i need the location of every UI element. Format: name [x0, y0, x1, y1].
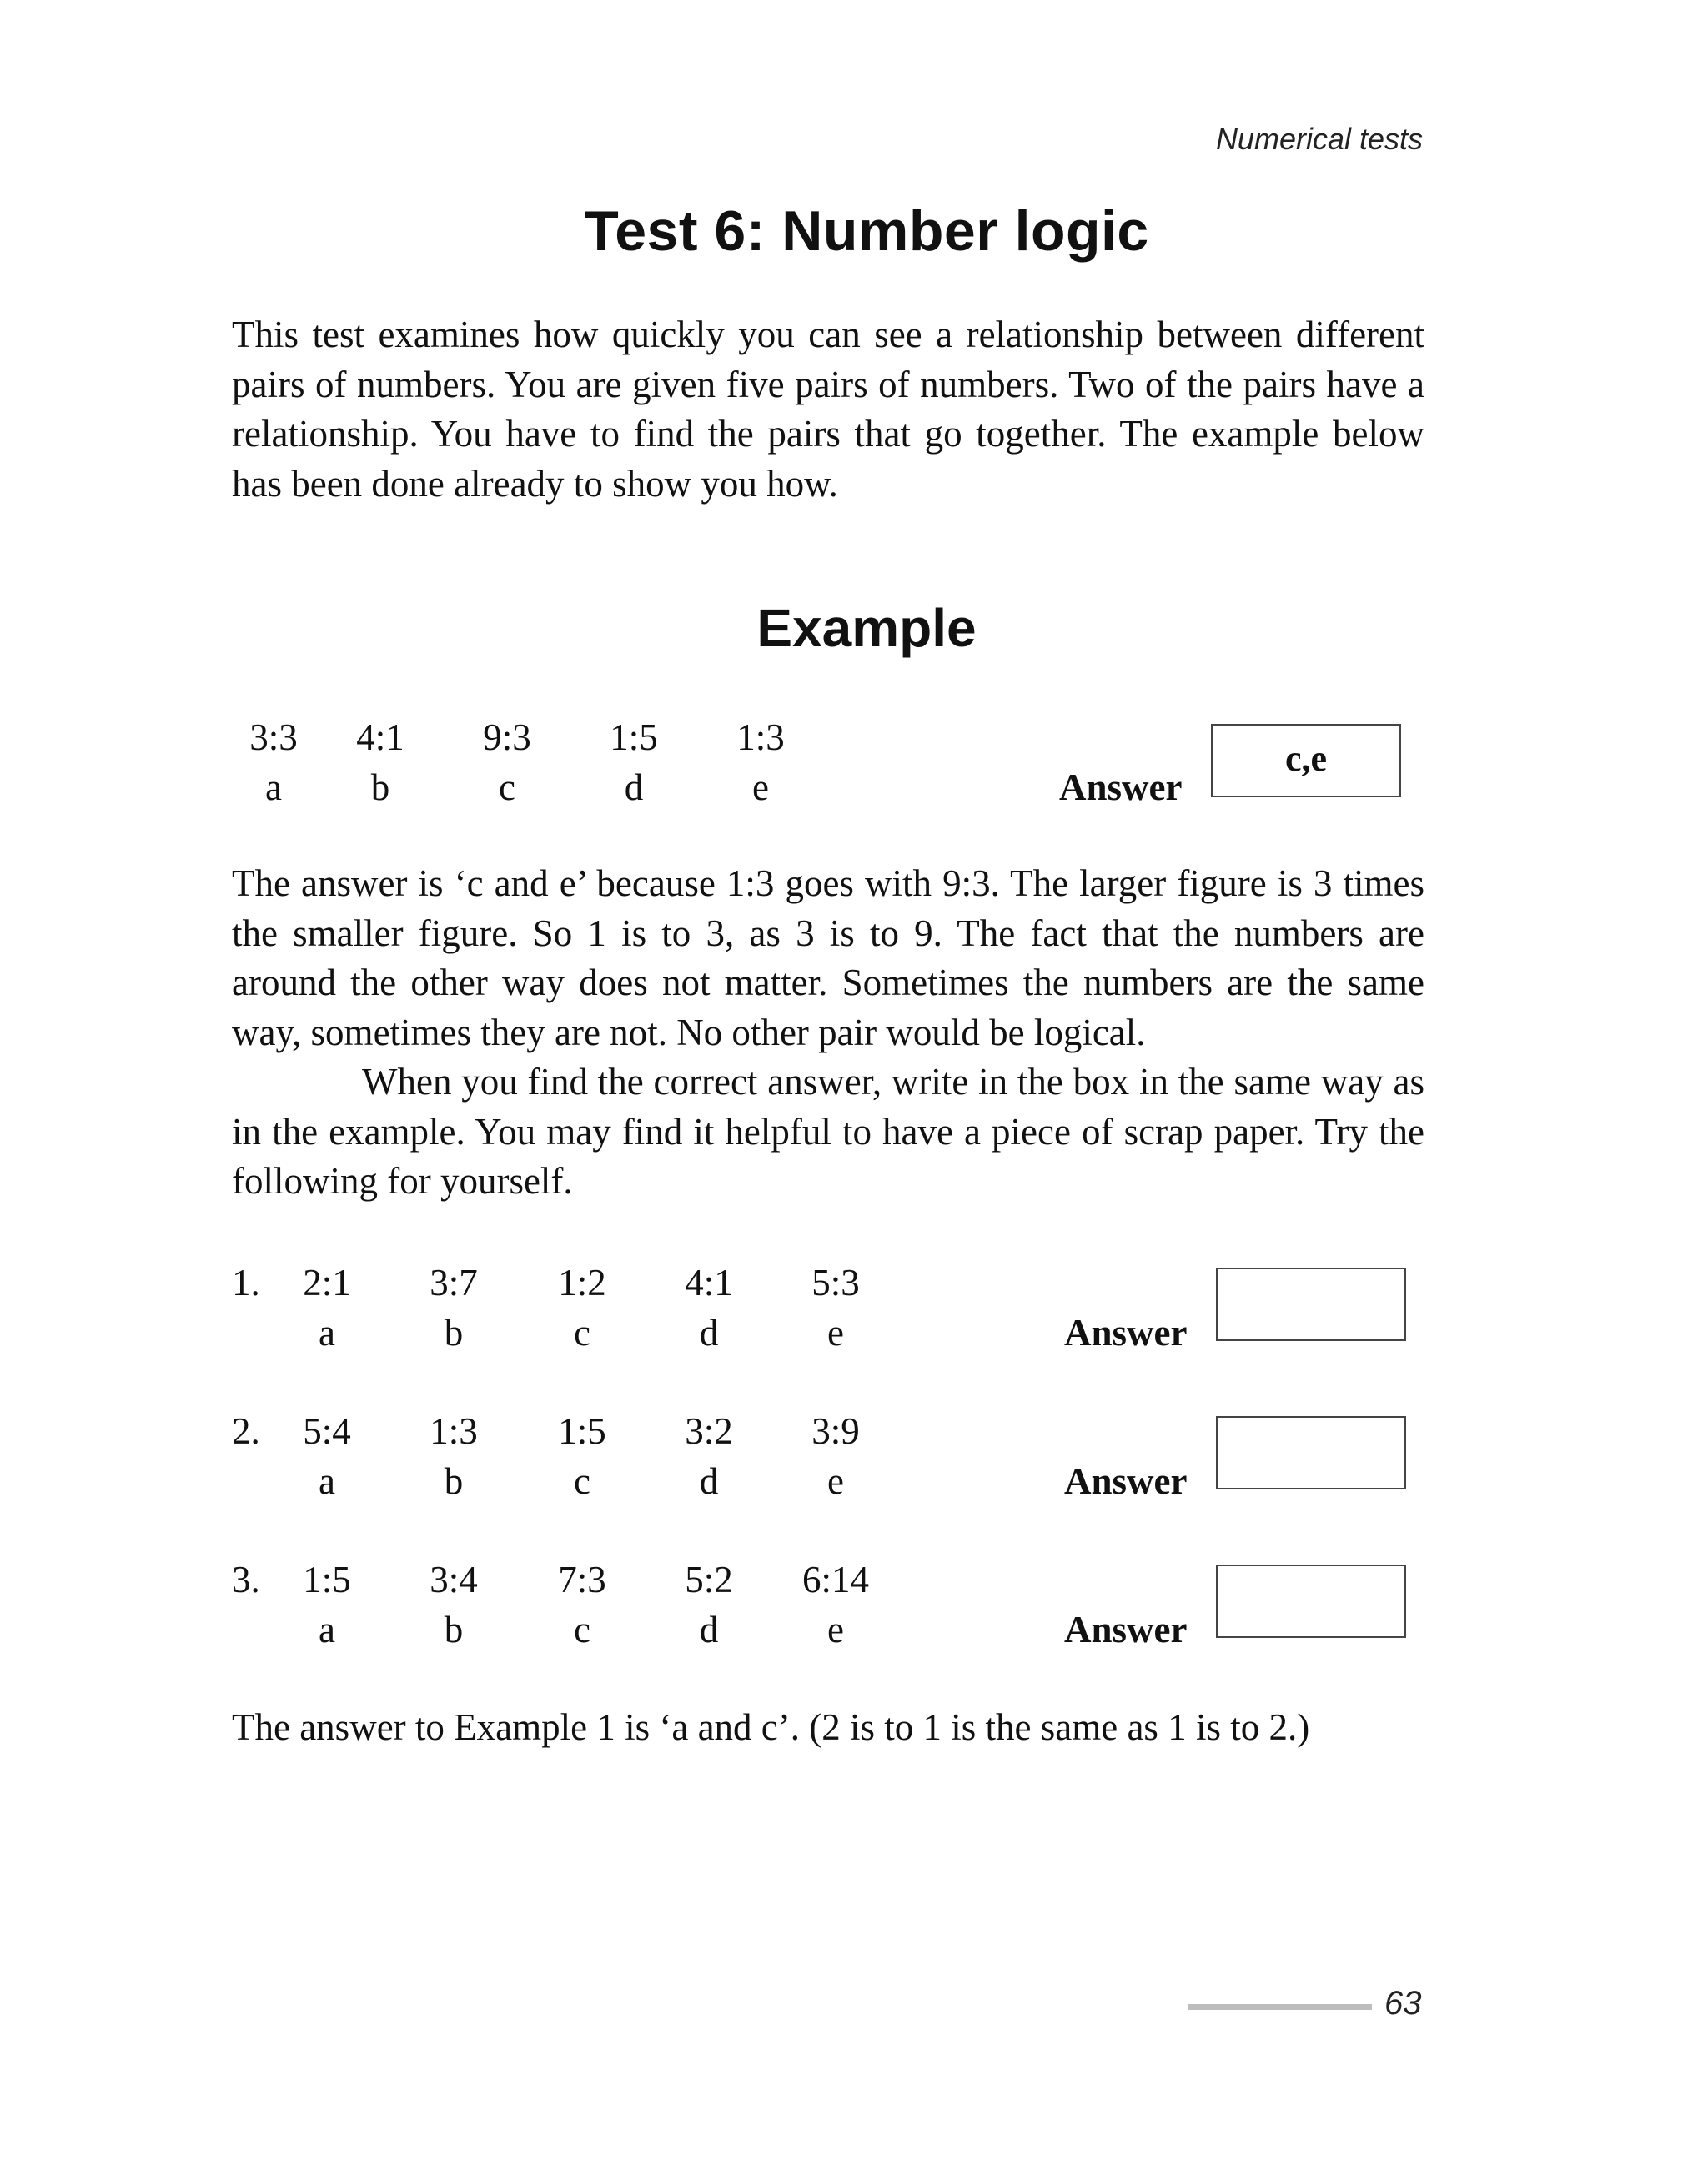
- q1-letter-e: e: [827, 1312, 844, 1354]
- q3-letter-a: a: [319, 1609, 335, 1650]
- explanation-paragraph: The answer is ‘c and e’ because 1:3 goes with 9:3. The larger figure is 3 times the smaller figure. So 1 is to 3, as 3 is to 9. The fact that the numbers are around the other way does not matter. Sometimes the numbers are the same way, sometimes they are not. No other pair would be logical.: [232, 862, 1424, 1053]
- question-number: 2.: [232, 1410, 260, 1452]
- example-answer-label: Answer: [1059, 766, 1183, 808]
- q3-letter-c: c: [574, 1609, 590, 1650]
- q3-pair-b: 3:4: [430, 1559, 478, 1600]
- q3-letter-e: e: [827, 1609, 844, 1650]
- q2-letter-e: e: [827, 1460, 844, 1502]
- q3-answer-box[interactable]: [1216, 1565, 1406, 1638]
- q2-letter-b: b: [444, 1460, 464, 1502]
- q1-answer-label: Answer: [1064, 1312, 1188, 1354]
- example-pair-d: 1:5: [610, 716, 658, 758]
- page-title: Test 6: Number logic: [584, 199, 1149, 263]
- example-pair-b: 4:1: [356, 716, 404, 758]
- example-letter-d: d: [624, 766, 644, 808]
- example-letter-e: e: [752, 766, 769, 808]
- page-number: 63: [1384, 1985, 1422, 2022]
- q1-letter-c: c: [574, 1312, 590, 1354]
- example-pair-a: 3:3: [249, 716, 298, 758]
- q1-answer-box[interactable]: [1216, 1268, 1406, 1341]
- question-number: 3.: [232, 1559, 260, 1600]
- q2-pair-b: 1:3: [430, 1410, 478, 1452]
- example-letter-b: b: [370, 766, 390, 808]
- q3-pair-a: 1:5: [303, 1559, 351, 1600]
- example-letter-c: c: [499, 766, 515, 808]
- q3-pair-e: 6:14: [801, 1559, 869, 1600]
- q3-pair-c: 7:3: [558, 1559, 606, 1600]
- footer-rule: [1188, 2004, 1372, 2010]
- q3-pair-d: 5:2: [685, 1559, 733, 1600]
- q1-pair-d: 4:1: [685, 1262, 733, 1304]
- example-pair-e: 1:3: [736, 716, 785, 758]
- q2-pair-e: 3:9: [811, 1410, 860, 1452]
- q2-pair-c: 1:5: [558, 1410, 606, 1452]
- example-letter-a: a: [265, 766, 282, 808]
- q2-answer-box[interactable]: [1216, 1416, 1406, 1489]
- q1-letter-a: a: [319, 1312, 335, 1354]
- q1-pair-c: 1:2: [558, 1262, 606, 1304]
- q1-letter-d: d: [699, 1312, 719, 1354]
- q2-pair-a: 5:4: [303, 1410, 351, 1452]
- q1-letter-b: b: [444, 1312, 464, 1354]
- example-answer-box: c,e: [1211, 724, 1401, 797]
- q1-pair-e: 5:3: [811, 1262, 860, 1304]
- q2-letter-d: d: [699, 1460, 719, 1502]
- example-pair-c: 9:3: [483, 716, 531, 758]
- question-number: 1.: [232, 1262, 260, 1304]
- instructions-paragraph: When you find the correct answer, write in the box in the same way as in the example. You may find it helpful to have a piece of scrap paper. Try the following for yourself.: [232, 1061, 1424, 1202]
- q1-pair-b: 3:7: [430, 1262, 478, 1304]
- q2-answer-label: Answer: [1064, 1460, 1188, 1502]
- example-heading: Example: [756, 598, 977, 658]
- intro-paragraph: This test examines how quickly you can see a relationship between different pairs of numbers. You are given five pairs of numbers. Two of the pairs have a relationship. You have to find the pairs that go together. The example below has been done already to show you how.: [232, 314, 1424, 505]
- q3-answer-label: Answer: [1064, 1609, 1188, 1650]
- q2-letter-c: c: [574, 1460, 590, 1502]
- q3-letter-b: b: [444, 1609, 464, 1650]
- running-head: Numerical tests: [1215, 122, 1423, 156]
- q3-letter-d: d: [699, 1609, 719, 1650]
- q2-pair-d: 3:2: [685, 1410, 733, 1452]
- footnote-paragraph: The answer to Example 1 is ‘a and c’. (2 is to 1 is the same as 1 is to 2.): [232, 1706, 1310, 1748]
- q2-letter-a: a: [319, 1460, 335, 1502]
- q1-pair-a: 2:1: [303, 1262, 351, 1304]
